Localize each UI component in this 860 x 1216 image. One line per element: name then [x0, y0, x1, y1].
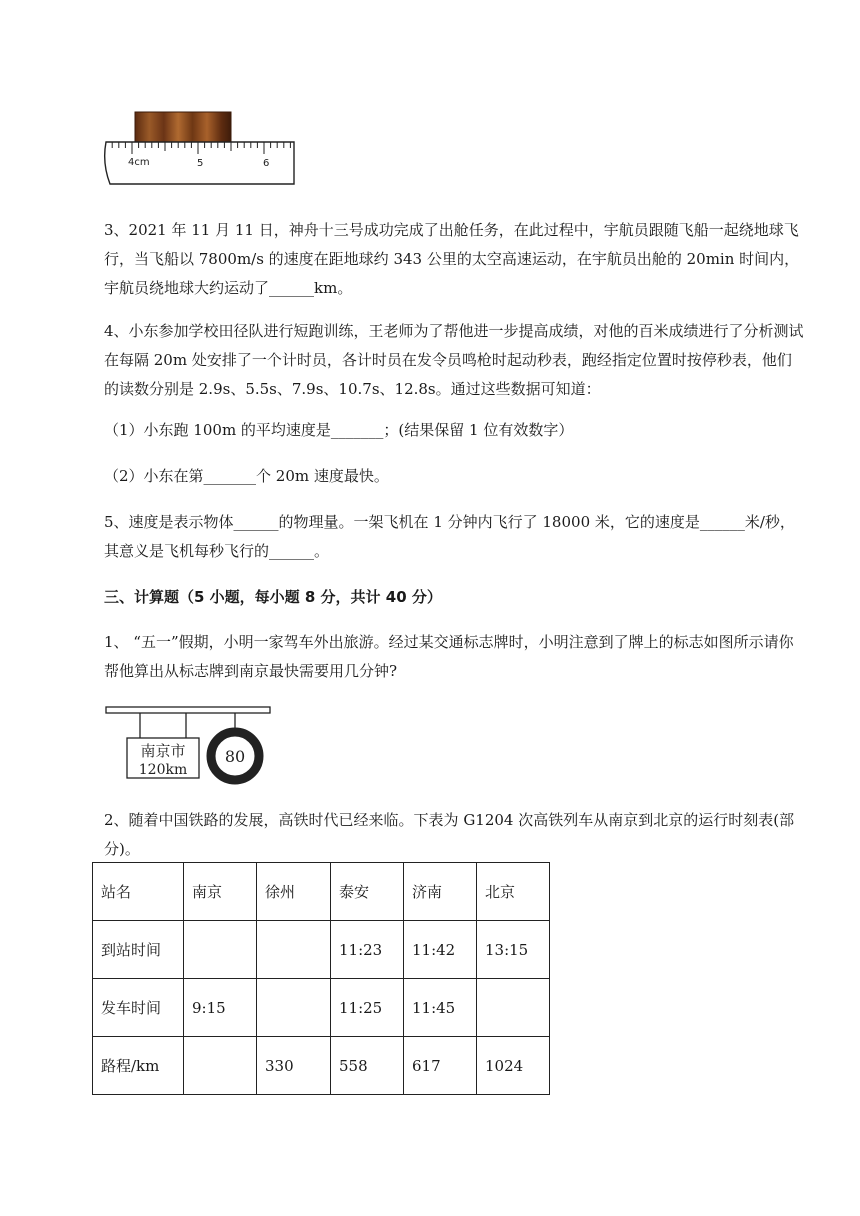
section-3-heading — [104, 583, 804, 612]
table-cell: 11:25 — [331, 979, 404, 1037]
wooden-block — [135, 112, 231, 143]
table-cell: 1024 — [477, 1037, 550, 1095]
calc-question-1 — [104, 628, 804, 686]
table-cell: 9:15 — [184, 979, 257, 1037]
section-3-heading-text: 三、计算题（5 小题，每小题 8 分，共计 40 分） — [104, 588, 442, 606]
table-cell — [184, 921, 257, 979]
distance-sign-city: 南京市 — [140, 742, 186, 760]
table-cell: 330 — [257, 1037, 331, 1095]
table-cell — [257, 921, 331, 979]
ruler-label-5: 5 — [197, 158, 204, 169]
traffic-sign-figure — [100, 700, 280, 790]
calc-question-2-text: 2、随着中国铁路的发展，高铁时代已经来临。下表为 G1204 次高铁列车从南京到北京的运行时刻表(部分)。 — [104, 811, 795, 858]
question-5 — [104, 508, 804, 566]
ruler-label-4cm: 4cm — [128, 157, 150, 168]
ruler-label-6: 6 — [263, 158, 270, 169]
calc-question-2 — [104, 806, 804, 864]
table-cell: 发车时间 — [93, 979, 184, 1037]
question-4-text: 4、小东参加学校田径队进行短跑训练，王老师为了帮他进一步提高成绩，对他的百米成绩进行了分析测试在每隔 20m 处安排了一个计时员，各计时员在发令员鸣枪时起动秒表，跑经指定位置时按停秒表，他们的读数分别是 2.9s、5.5s、7.9s、10.7s、12.8s。通过这些数据可知道： — [104, 322, 804, 398]
ruler-figure — [100, 108, 300, 190]
table-cell: 到站时间 — [93, 921, 184, 979]
table-cell — [257, 979, 331, 1037]
sign-bar — [106, 707, 270, 713]
question-4 — [104, 317, 804, 404]
table-cell: 北京 — [477, 863, 550, 921]
distance-sign-distance: 120km — [138, 762, 188, 778]
table-cell: 泰安 — [331, 863, 404, 921]
table-cell: 11:23 — [331, 921, 404, 979]
table-cell: 11:45 — [404, 979, 477, 1037]
table-cell: 11:42 — [404, 921, 477, 979]
table-cell: 济南 — [404, 863, 477, 921]
table-cell — [477, 979, 550, 1037]
table-cell: 558 — [331, 1037, 404, 1095]
question-4-sub-2-text: （2）小东在第_______个 20m 速度最快。 — [104, 467, 389, 485]
question-4-sub-1-text: （1）小东跑 100m 的平均速度是_______；(结果保留 1 位有效数字） — [104, 421, 574, 439]
table-row — [93, 1037, 550, 1095]
question-4-sub-1 — [104, 416, 804, 445]
table-cell: 南京 — [184, 863, 257, 921]
table-cell: 13:15 — [477, 921, 550, 979]
question-4-sub-2 — [104, 462, 804, 491]
train-timetable — [92, 862, 550, 1095]
table-row — [93, 921, 550, 979]
table-cell: 617 — [404, 1037, 477, 1095]
question-5-text: 5、速度是表示物体______的物理量。一架飞机在 1 分钟内飞行了 18000 米，它的速度是______米/秒，其意义是飞机每秒飞行的______。 — [104, 513, 795, 560]
table-row — [93, 863, 550, 921]
question-3 — [104, 216, 804, 303]
calc-question-1-text: 1、 “五一”假期，小明一家驾车外出旅游。经过某交通标志牌时，小明注意到了牌上的标志如图所示请你帮他算出从标志牌到南京最快需要用几分钟? — [104, 633, 794, 680]
table-cell — [184, 1037, 257, 1095]
table-cell: 路程/km — [93, 1037, 184, 1095]
table-cell: 徐州 — [257, 863, 331, 921]
table-row — [93, 979, 550, 1037]
question-3-text: 3、2021 年 11 月 11 日，神舟十三号成功完成了出舱任务，在此过程中，宇航员跟随飞船一起绕地球飞行，当飞船以 7800m/s 的速度在距地球约 343 公里的太空高速运动，在宇航员出舱的 20min 时间内，宇航员绕地球大约运动了______km。 — [104, 221, 800, 297]
table-cell: 站名 — [93, 863, 184, 921]
speed-limit-value: 80 — [224, 747, 246, 766]
